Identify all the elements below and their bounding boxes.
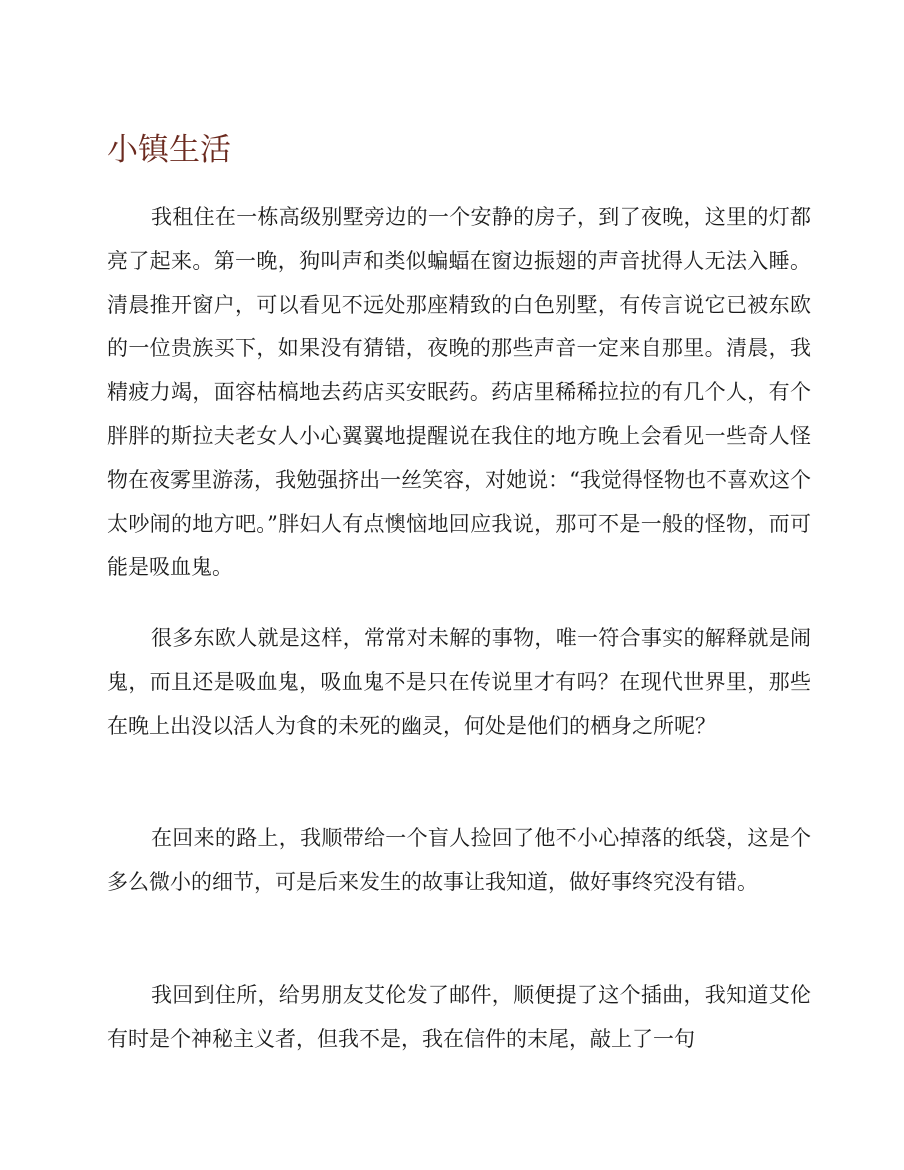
paragraph-2: 很多东欧人就是这样，常常对未解的事物，唯一符合事实的解释就是闹鬼，而且还是吸血鬼，吸血鬼不是只在传说里才有吗？在现代世界里，那些在晚上出没以活人为食的未死的幽灵，何处是他们的栖身之所呢？ bbox=[107, 626, 811, 738]
paragraph-4: 我回到住所，给男朋友艾伦发了邮件，顺便提了这个插曲，我知道艾伦有时是个神秘主义者，但我不是，我在信件的末尾，敲上了一句 bbox=[107, 983, 811, 1051]
document-title: 小镇生活 bbox=[107, 132, 231, 168]
paragraph-1: 我租住在一栋高级别墅旁边的一个安静的房子，到了夜晚，这里的灯都亮了起来。第一晚，狗叫声和类似蝙蝠在窗边振翅的声音扰得人无法入睡。清晨推开窗户，可以看见不远处那座精致的白色别墅，有传言说它已被东欧的一位贵族买下，如果没有猜错，夜晚的那些声音一定来自那里。清晨，我精疲力竭，面容枯槁地去药店买安眠药。药店里稀稀拉拉的有几个人，有个胖胖的斯拉夫老女人小心翼翼地提醒说在我住的地方晚上会看见一些奇人怪物在夜雾里游荡，我勉强挤出一丝笑容，对她说：“我觉得怪物也不喜欢这个太吵闹的地方吧。”胖妇人有点懊恼地回应我说，那可不是一般的怪物，而可能是吸血鬼。 bbox=[107, 205, 811, 580]
paragraph-3: 在回来的路上，我顺带给一个盲人捡回了他不小心掉落的纸袋，这是个多么微小的细节，可是后来发生的故事让我知道，做好事终究没有错。 bbox=[107, 826, 811, 894]
